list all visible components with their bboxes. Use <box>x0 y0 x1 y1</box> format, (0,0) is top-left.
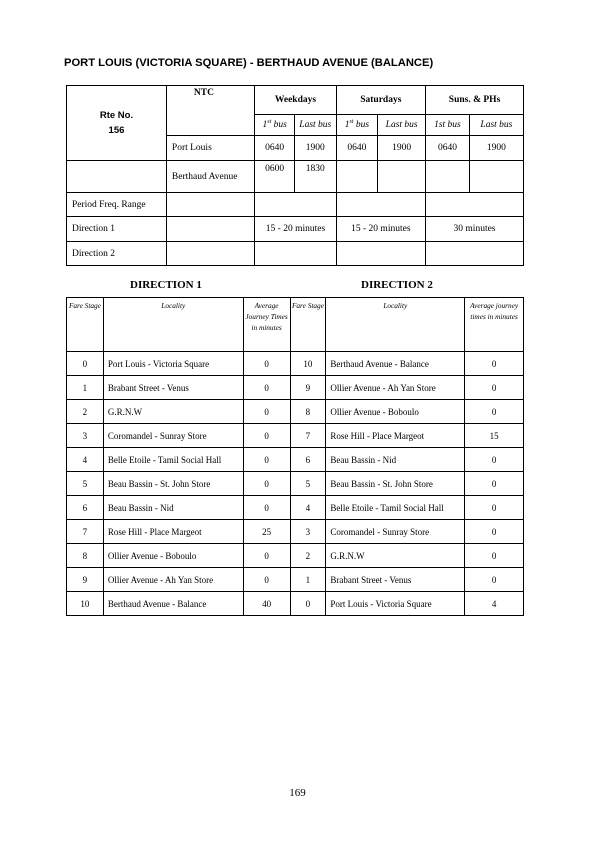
group-weekdays: Weekdays <box>255 86 336 115</box>
fare-stage-cell: 6 <box>67 496 104 520</box>
avg-time-cell: 0 <box>465 352 524 376</box>
locality-cell: Ollier Avenue - Ah Yan Store <box>326 376 465 400</box>
header-locality: Locality <box>103 298 243 352</box>
fare-stage-cell: 7 <box>290 424 326 448</box>
fare-stage-cell: 5 <box>290 472 326 496</box>
direction1-label: Direction 1 <box>67 217 167 242</box>
direction1-freq-weekdays: 15 - 20 minutes <box>255 217 336 242</box>
direction2-heading: DIRECTION 2 <box>361 279 433 291</box>
locality-cell: Beau Bassin - St. John Store <box>103 472 243 496</box>
sub-header-last-bus: Last bus <box>294 115 336 136</box>
empty-cell <box>67 161 167 193</box>
locality-cell: Rose Hill - Place Margeot <box>103 520 243 544</box>
table-row <box>67 472 524 496</box>
empty-cell <box>166 217 254 242</box>
locality-cell: Beau Bassin - Nid <box>326 448 465 472</box>
time-cell <box>426 161 470 193</box>
period-freq-label: Period Freq. Range <box>67 193 167 217</box>
locality-cell: Coromandel - Sunray Store <box>103 424 243 448</box>
table-row <box>67 352 524 376</box>
page-title: PORT LOUIS (VICTORIA SQUARE) - BERTHAUD AVENUE (BALANCE) <box>64 57 434 69</box>
avg-time-cell: 0 <box>465 568 524 592</box>
time-cell: 1900 <box>294 136 336 161</box>
avg-time-cell: 4 <box>465 592 524 616</box>
locality-cell: Beau Bassin - Nid <box>103 496 243 520</box>
fare-stage-cell: 3 <box>67 424 104 448</box>
fare-stage-cell: 4 <box>290 496 326 520</box>
table-row <box>67 520 524 544</box>
schedule-table <box>66 85 524 266</box>
locality-cell: Rose Hill - Place Margeot <box>326 424 465 448</box>
fare-stage-cell: 1 <box>290 568 326 592</box>
empty-cell <box>336 242 426 266</box>
fare-stage-cell: 2 <box>67 400 104 424</box>
group-sundays: Suns. & PHs <box>426 86 524 115</box>
time-cell: 1830 <box>294 161 336 193</box>
avg-time-cell: 0 <box>243 352 290 376</box>
empty-cell <box>166 193 254 217</box>
header-locality: Locality <box>326 298 465 352</box>
locality-cell: G.R.N.W <box>103 400 243 424</box>
avg-time-cell: 0 <box>465 472 524 496</box>
fare-stage-cell: 0 <box>290 592 326 616</box>
fare-stage-cell: 5 <box>67 472 104 496</box>
group-saturdays: Saturdays <box>336 86 426 115</box>
time-cell: 0600 <box>255 161 295 193</box>
sub-header-last-bus: Last bus <box>378 115 426 136</box>
avg-time-cell: 0 <box>243 424 290 448</box>
avg-time-cell: 15 <box>465 424 524 448</box>
fare-stage-cell: 1 <box>67 376 104 400</box>
avg-time-cell: 0 <box>243 448 290 472</box>
empty-cell <box>426 242 524 266</box>
time-cell: 1900 <box>469 136 523 161</box>
fare-stage-cell: 8 <box>67 544 104 568</box>
empty-cell <box>255 242 336 266</box>
table-row <box>67 424 524 448</box>
locality-cell: Port Louis - Victoria Square <box>326 592 465 616</box>
sub-header-last-bus: Last bus <box>469 115 523 136</box>
locality-cell: Ollier Avenue - Ah Yan Store <box>103 568 243 592</box>
locality-cell: Port Louis - Victoria Square <box>103 352 243 376</box>
locality-cell: Beau Bassin - St. John Store <box>326 472 465 496</box>
avg-time-cell: 0 <box>243 496 290 520</box>
avg-time-cell: 0 <box>243 568 290 592</box>
row-berthaud-name: Berthaud Avenue <box>166 161 254 193</box>
avg-time-cell: 25 <box>243 520 290 544</box>
empty-cell <box>426 193 524 217</box>
row-port-louis-name: Port Louis <box>166 136 254 161</box>
avg-time-cell: 0 <box>243 400 290 424</box>
locality-cell: Berthaud Avenue - Balance <box>103 592 243 616</box>
avg-time-cell: 40 <box>243 592 290 616</box>
time-cell: 0640 <box>255 136 295 161</box>
table-row <box>67 544 524 568</box>
fare-stage-cell: 6 <box>290 448 326 472</box>
fare-stage-cell: 10 <box>67 592 104 616</box>
locality-cell: Belle Etoile - Tamil Social Hall <box>103 448 243 472</box>
direction2-label: Direction 2 <box>67 242 167 266</box>
fare-stage-cell: 8 <box>290 400 326 424</box>
table-row <box>67 376 524 400</box>
locality-cell: Brabant Street - Venus <box>326 568 465 592</box>
time-cell <box>378 161 426 193</box>
route-number-cell <box>67 86 167 161</box>
fare-stage-cell: 3 <box>290 520 326 544</box>
fare-stage-cell: 2 <box>290 544 326 568</box>
header-fare-stage: Fare Stage <box>290 298 326 352</box>
route-number: 156 <box>108 125 125 136</box>
stops-table <box>66 297 524 616</box>
header-avg-time: Average journey times in minutes <box>465 298 524 352</box>
table-row <box>67 592 524 616</box>
table-row <box>67 496 524 520</box>
fare-stage-cell: 7 <box>67 520 104 544</box>
avg-time-cell: 0 <box>243 376 290 400</box>
direction1-freq-sundays: 30 minutes <box>426 217 524 242</box>
locality-cell: G.R.N.W <box>326 544 465 568</box>
fare-stage-cell: 9 <box>67 568 104 592</box>
fare-stage-cell: 9 <box>290 376 326 400</box>
sub-header-first-bus: 1st bus <box>426 115 470 136</box>
avg-time-cell: 0 <box>465 376 524 400</box>
header-avg-time: Average Journey Times in minutes <box>243 298 290 352</box>
direction1-heading: DIRECTION 1 <box>130 279 202 291</box>
locality-cell: Coromandel - Sunray Store <box>326 520 465 544</box>
locality-cell: Brabant Street - Venus <box>103 376 243 400</box>
sub-header-first-bus: 1st bus <box>255 115 295 136</box>
avg-time-cell: 0 <box>243 544 290 568</box>
empty-cell <box>336 193 426 217</box>
fare-stage-cell: 10 <box>290 352 326 376</box>
empty-cell <box>255 193 336 217</box>
operator-name: NTC <box>166 86 254 136</box>
time-cell: 1900 <box>378 136 426 161</box>
table-row <box>67 568 524 592</box>
fare-stage-cell: 4 <box>67 448 104 472</box>
avg-time-cell: 0 <box>243 472 290 496</box>
page-number: 169 <box>289 787 306 799</box>
table-row <box>67 400 524 424</box>
avg-time-cell: 0 <box>465 400 524 424</box>
locality-cell: Ollier Avenue - Boboulo <box>103 544 243 568</box>
time-cell <box>469 161 523 193</box>
header-fare-stage: Fare Stage <box>67 298 104 352</box>
locality-cell: Belle Etoile - Tamil Social Hall <box>326 496 465 520</box>
sub-header-first-bus: 1st bus <box>336 115 378 136</box>
fare-stage-cell: 0 <box>67 352 104 376</box>
route-label: Rte No. <box>99 110 134 121</box>
time-cell: 0640 <box>336 136 378 161</box>
locality-cell: Berthaud Avenue - Balance <box>326 352 465 376</box>
avg-time-cell: 0 <box>465 448 524 472</box>
avg-time-cell: 0 <box>465 544 524 568</box>
direction1-freq-saturdays: 15 - 20 minutes <box>336 217 426 242</box>
locality-cell: Ollier Avenue - Boboulo <box>326 400 465 424</box>
avg-time-cell: 0 <box>465 520 524 544</box>
table-row <box>67 448 524 472</box>
time-cell <box>336 161 378 193</box>
time-cell: 0640 <box>426 136 470 161</box>
avg-time-cell: 0 <box>465 496 524 520</box>
empty-cell <box>166 242 254 266</box>
